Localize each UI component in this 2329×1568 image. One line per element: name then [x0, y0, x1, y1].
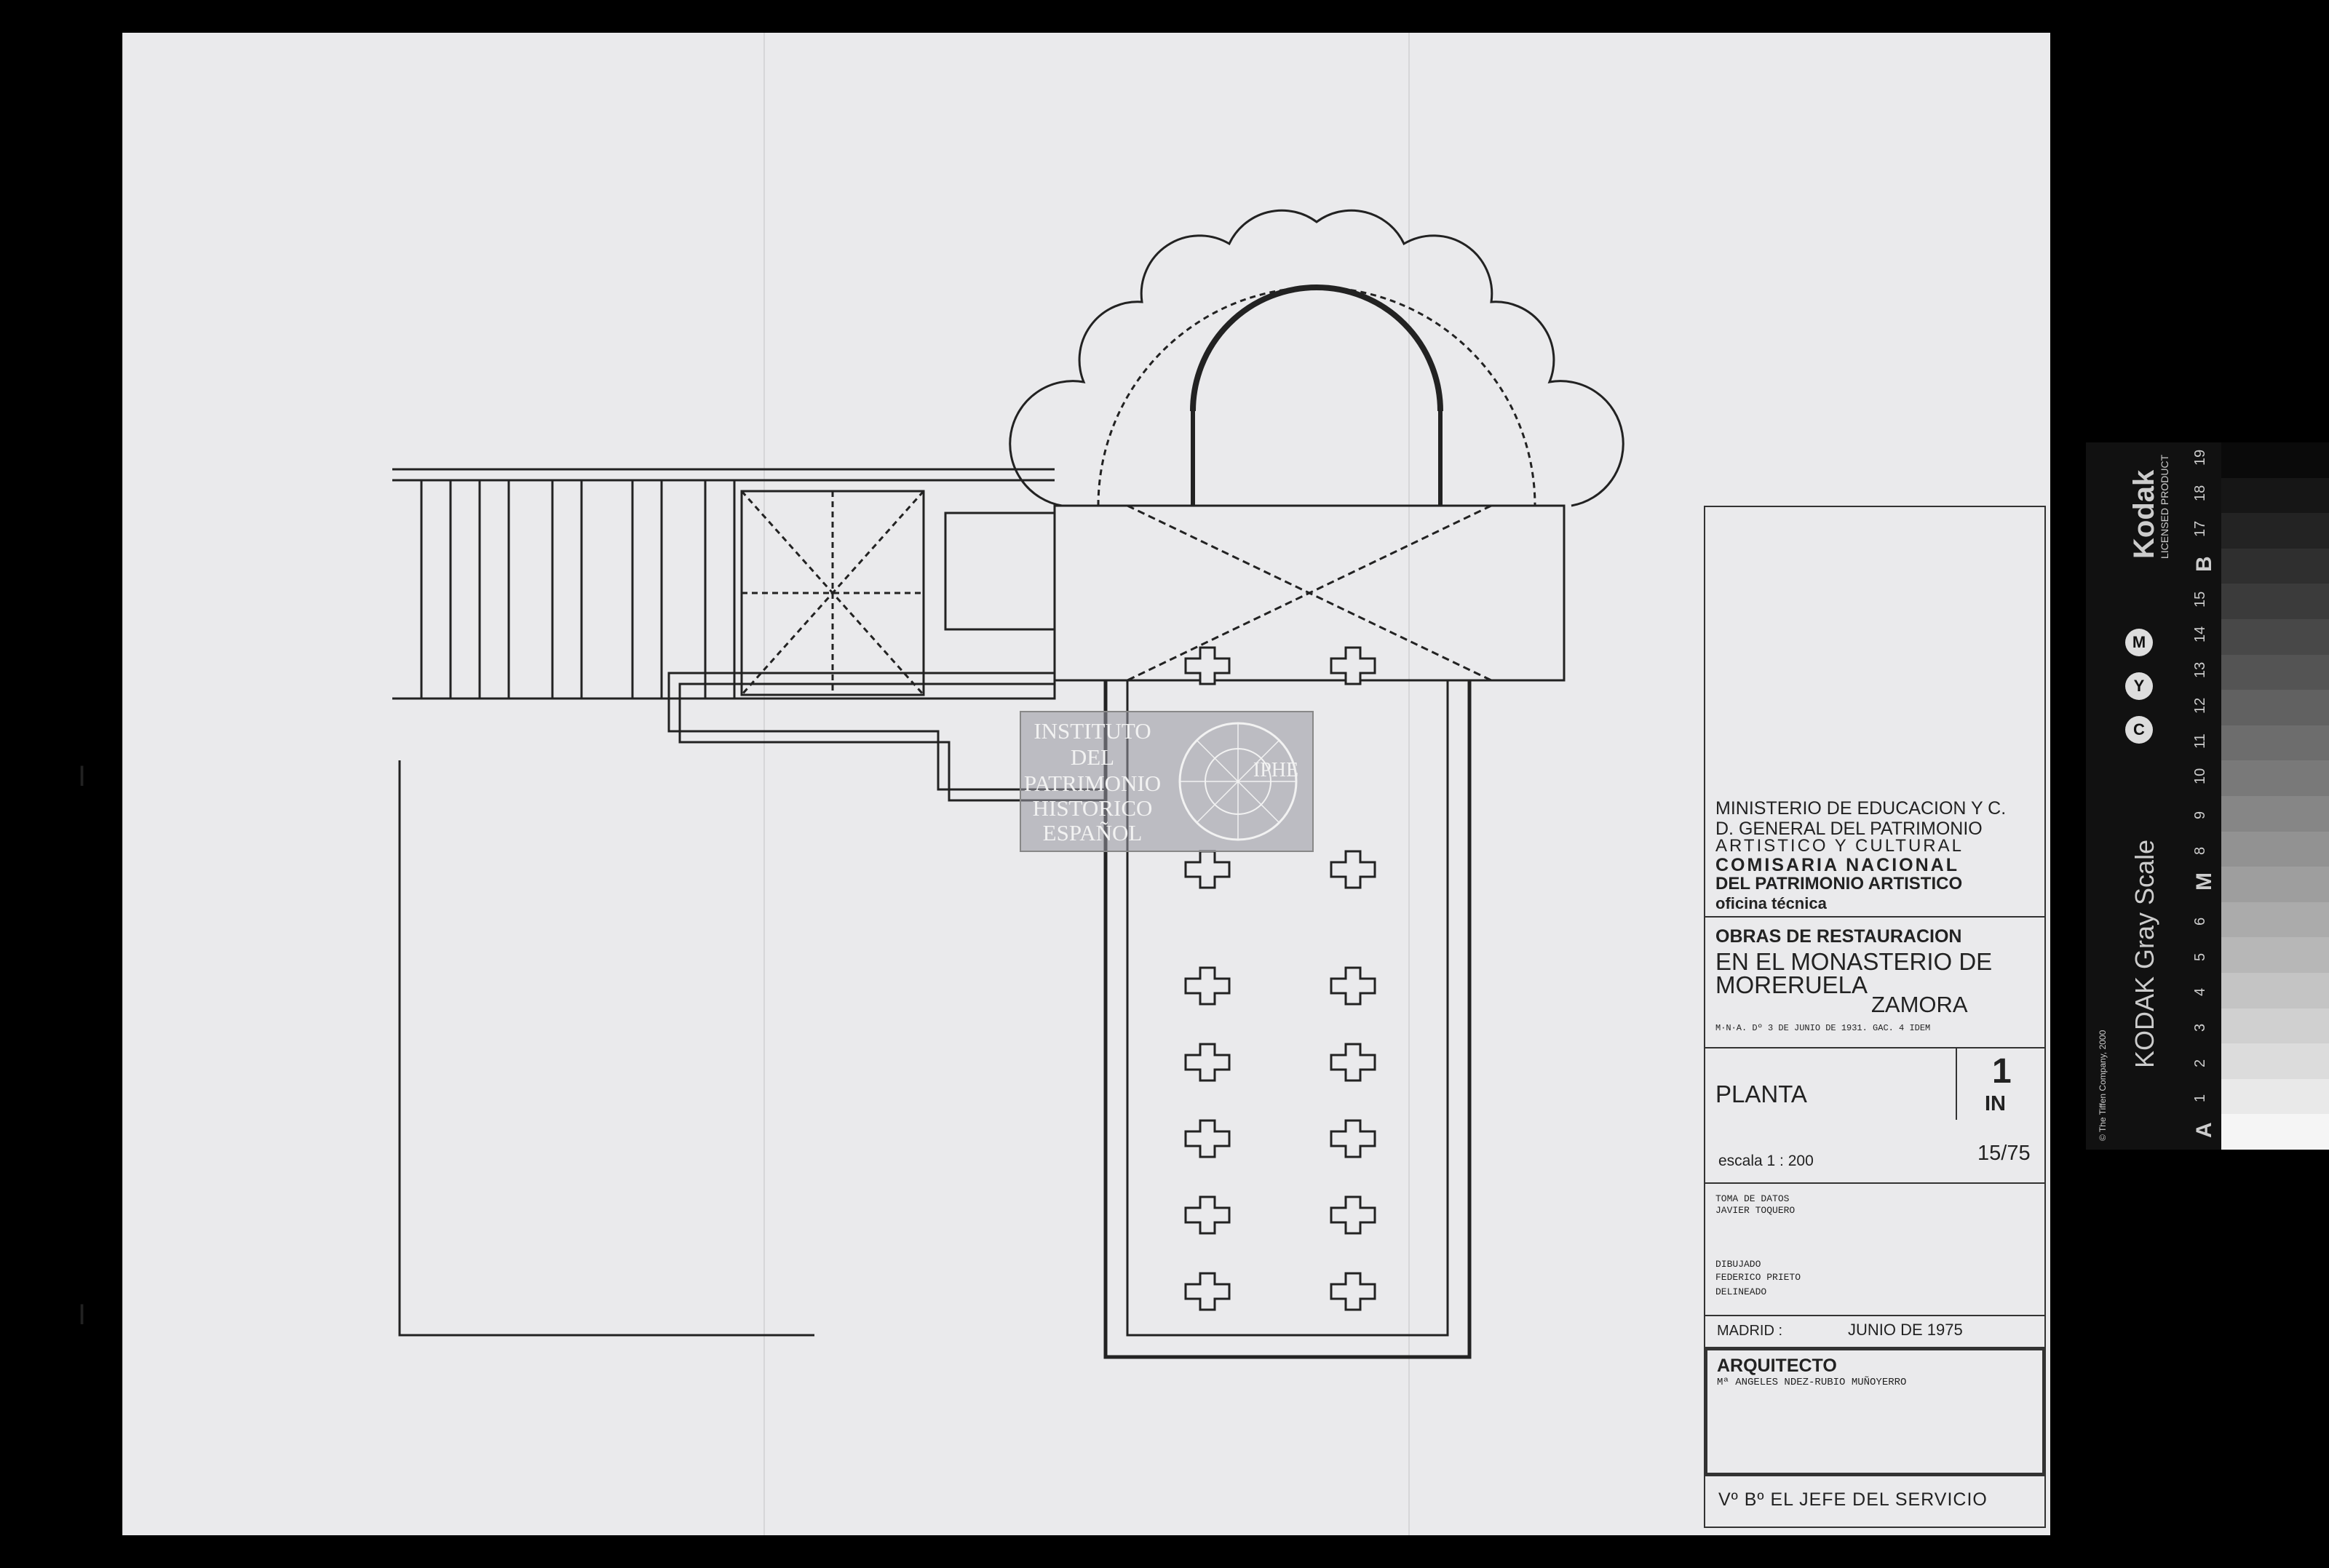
archive-number: 15/75 [1977, 1142, 2031, 1165]
binding-mark: I [78, 760, 87, 792]
gray-patch [2221, 513, 2329, 549]
gray-patch-label: 6 [2192, 917, 2208, 926]
institute-watermark-stamp [1020, 711, 1314, 852]
direction-text: D. GENERAL DEL PATRIMONIO [1715, 819, 1983, 839]
place-date-value: JUNIO DE 1975 [1848, 1321, 1963, 1339]
office-text: oficina técnica [1715, 894, 1827, 912]
gray-patch [2221, 1114, 2329, 1150]
ministry-text: MINISTERIO DE EDUCACION Y C. [1715, 798, 2007, 819]
divider [1705, 1182, 2044, 1184]
works-title: MORERUELA [1715, 971, 1868, 998]
gray-patch-label: 10 [2192, 768, 2208, 784]
gray-patch-label: 13 [2192, 661, 2208, 678]
kodak-copyright: © The Tiffen Company, 2000 [2098, 1030, 2108, 1141]
works-title: EN EL MONASTERIO DE [1715, 948, 1993, 975]
title-block [1704, 506, 2046, 1528]
approval-text: Vº Bº EL JEFE DEL SERVICIO [1718, 1489, 1988, 1510]
apse-chapels [1010, 210, 1624, 506]
gray-patch [2221, 655, 2329, 691]
gray-patch-label: 9 [2192, 811, 2208, 820]
gray-patch-label: 12 [2192, 697, 2208, 714]
gray-patch [2221, 937, 2329, 973]
data-person: JAVIER TOQUERO [1715, 1205, 1796, 1216]
data-label: TOMA DE DATOS [1715, 1193, 1790, 1204]
gray-patch-label: 4 [2192, 988, 2208, 997]
stamp-line: INSTITUTO [1033, 718, 1151, 744]
drawn-label: DIBUJADO [1715, 1259, 1761, 1270]
direction-text: ARTISTICO Y CULTURAL [1715, 836, 1964, 856]
gray-patch [2221, 549, 2329, 584]
gray-patch [2221, 442, 2329, 478]
gray-patches [2192, 442, 2329, 1150]
architect-name: Mª ANGELES NDEZ-RUBIO MUÑOYERRO [1717, 1377, 1907, 1388]
divider [1705, 1047, 2044, 1048]
stamp-line: PATRIMONIO [1023, 771, 1162, 796]
commission-text: COMISARIA NACIONAL [1715, 855, 1960, 875]
gray-patch-label: 18 [2192, 485, 2208, 501]
gray-patch-label: 2 [2192, 1059, 2208, 1067]
gray-patch-label: B [2192, 556, 2216, 573]
delineated-label: DELINEADO [1715, 1286, 1767, 1297]
binding-mark: I [78, 1299, 87, 1331]
gray-patch-label: 8 [2192, 846, 2208, 855]
gray-patch [2221, 796, 2329, 832]
sheet-number: 1 [1992, 1052, 2012, 1091]
magenta-mark-icon: M [2125, 629, 2153, 656]
gray-patch [2221, 760, 2329, 796]
kodak-title: KODAK Gray Scale [2130, 839, 2159, 1068]
gray-patch-label: 3 [2192, 1023, 2208, 1032]
place-date-label: MADRID : [1717, 1323, 1782, 1339]
gray-patch-label: M [2192, 872, 2216, 891]
sheet-code: IN [1985, 1092, 2006, 1115]
gray-patch [2221, 1043, 2329, 1079]
stamp-logo-text: IPHE [1253, 759, 1299, 781]
yellow-mark-icon: Y [2125, 672, 2153, 700]
stamp-line: HISTORICO [1032, 795, 1153, 821]
gray-patch [2221, 619, 2329, 655]
gray-patch-label: A [2192, 1122, 2216, 1138]
cyan-mark-icon: C [2125, 716, 2153, 744]
kodak-brand: Kodak [2128, 469, 2160, 559]
scale-text: escala 1 : 200 [1718, 1153, 1814, 1169]
divider [1956, 1047, 1957, 1120]
monument-note: M·N·A. Dº 3 DE JUNIO DE 1931. GAC. 4 IDEM [1715, 1023, 1931, 1033]
drawing-sheet [78, 33, 2050, 1535]
kodak-licensed-text: LICENSED PRODUCT [2159, 454, 2170, 559]
gray-patch [2221, 902, 2329, 938]
gray-patch-label: 5 [2192, 952, 2208, 961]
gray-patch-label: 15 [2192, 591, 2208, 608]
gray-patch [2221, 1008, 2329, 1044]
architect-label: ARQUITECTO [1717, 1356, 1837, 1376]
stamp-line: DEL [1070, 744, 1115, 770]
gray-patch [2221, 1079, 2329, 1115]
gray-patch [2221, 867, 2329, 902]
gray-patch-label: 17 [2192, 520, 2208, 537]
commission-text: DEL PATRIMONIO ARTISTICO [1715, 874, 1963, 894]
works-title: OBRAS DE RESTAURACION [1715, 926, 1962, 947]
gray-patch-label: 11 [2192, 733, 2208, 749]
gray-patch [2221, 690, 2329, 725]
gray-patch-label: 1 [2192, 1094, 2208, 1103]
gray-patch-label: 19 [2192, 450, 2208, 466]
gray-patch [2221, 478, 2329, 514]
stamp-line: ESPAÑOL [1042, 820, 1143, 845]
gray-patch [2221, 832, 2329, 867]
gray-patch-label: 14 [2192, 626, 2208, 643]
drawn-person: FEDERICO PRIETO [1715, 1272, 1801, 1283]
kodak-gray-scale-strip [2086, 442, 2329, 1150]
province-text: ZAMORA [1871, 992, 1968, 1017]
sheet-name: PLANTA [1715, 1081, 1807, 1107]
gray-patch [2221, 725, 2329, 761]
divider [1705, 1315, 2044, 1316]
divider [1705, 916, 2044, 918]
gray-patch [2221, 584, 2329, 619]
gray-patch [2221, 973, 2329, 1008]
